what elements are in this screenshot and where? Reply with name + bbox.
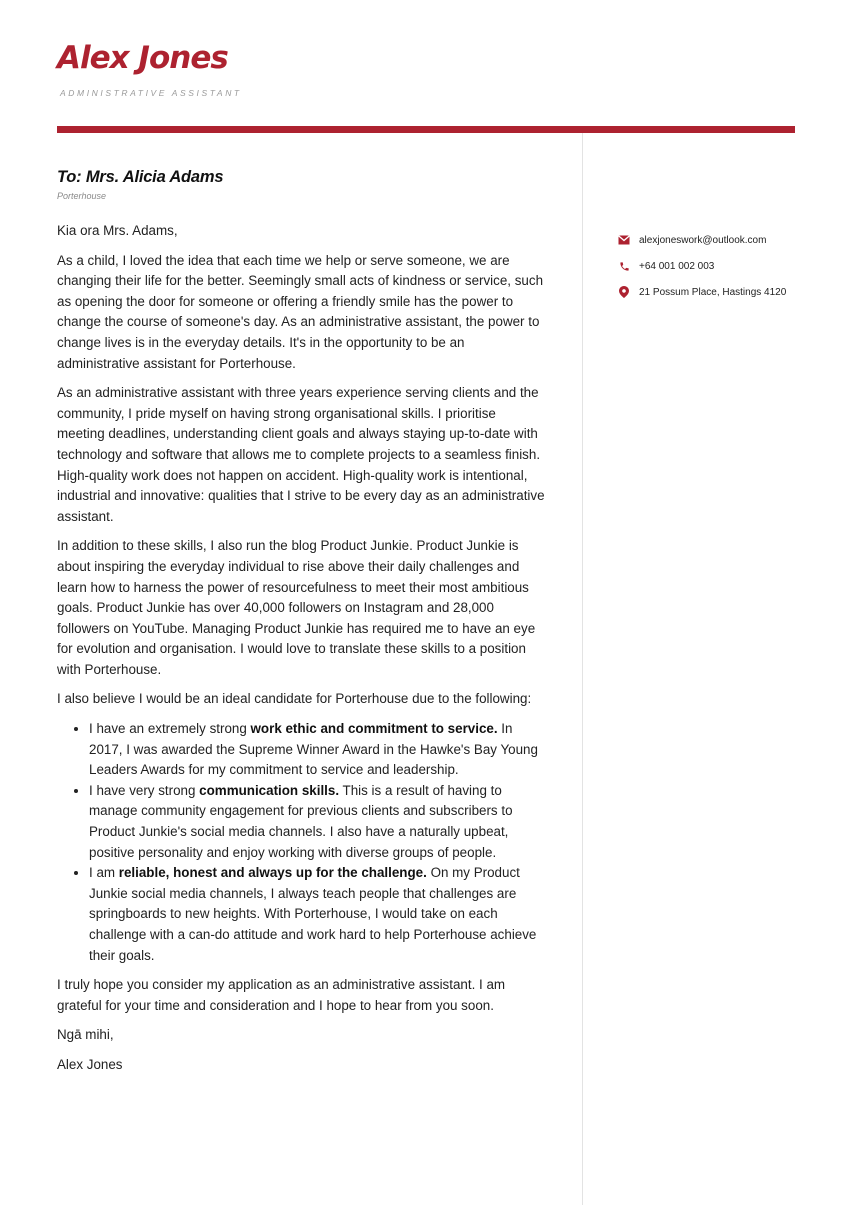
sign-off: Ngā mihi, bbox=[57, 1027, 114, 1043]
email-address[interactable]: alexjoneswork@outlook.com bbox=[639, 234, 767, 246]
contact-details bbox=[618, 227, 818, 305]
paragraph: I also believe I would be an ideal candidate for Porterhouse due to the following: bbox=[57, 691, 532, 707]
signature: Alex Jones bbox=[57, 1056, 123, 1072]
qualifications-list bbox=[57, 719, 547, 966]
recipient-company: Porterhouse bbox=[57, 191, 107, 201]
list-item-text: This is a result of having to manage community engagement for previous clients and subscribers to Product Junkie's social media channels. I also have a naturally upbeat, positive personality and enjoy working with diverse groups of people. bbox=[89, 782, 513, 860]
contact-email bbox=[618, 227, 818, 253]
column-divider bbox=[582, 133, 583, 1205]
phone-icon bbox=[618, 260, 630, 272]
list-item-emphasis: communication skills. bbox=[199, 782, 340, 798]
list-item-text: I have an extremely strong bbox=[89, 721, 251, 737]
closing-paragraph: I truly hope you consider my application as an administrative assistant. I am grateful for your time and consideration and I hope to hear from you soon. bbox=[57, 977, 506, 1013]
postal-address: 21 Possum Place, Hastings 4120 bbox=[639, 286, 787, 298]
list-item-emphasis: work ethic and commitment to service. bbox=[250, 721, 498, 737]
recipient-heading: To: Mrs. Alicia Adams bbox=[57, 168, 224, 186]
paragraph: As an administrative assistant with three years experience serving clients and the community, I pride myself on having strong organisational skills. I prioritise meeting deadlines, understanding client goals and always staying up-to-date with technology and software that allows me to complete projects to a seamless finish. High-quality work does not happen on accident. High-quality work is intentional, industrial and innovative: qualities that I strive to be every day as an administrative assistant. bbox=[57, 385, 545, 524]
greeting-block bbox=[57, 221, 547, 242]
contact-phone bbox=[618, 253, 818, 279]
list-item bbox=[89, 863, 547, 966]
header-accent-bar bbox=[57, 126, 795, 133]
job-title: ADMINISTRATIVE ASSISTANT bbox=[60, 88, 242, 98]
paragraph: In addition to these skills, I also run the blog Product Junkie. Product Junkie is about inspiring the everyday individual to rise above their daily challenges and learn how to harness the power of resourcefulness to meet their most ambitious goals. Product Junkie has over 40,000 followers on Instagram and 28,000 followers on YouTube. Managing Product Junkie has required me to have an eye for evolution and organisation. I would love to translate these skills to a position with Porterhouse. bbox=[57, 538, 536, 677]
contact-address bbox=[618, 279, 818, 305]
phone-number[interactable]: +64 001 002 003 bbox=[639, 260, 715, 272]
envelope-icon bbox=[618, 234, 630, 246]
list-item-emphasis: reliable, honest and always up for the challenge. bbox=[118, 865, 427, 881]
paragraph: As a child, I loved the idea that each time we help or serve someone, we are changing their life for the better. Seemingly small acts of kindness or service, such as opening the door for someone or offering a friendly smile has the power to change the course of someone's day. As an administrative assistant, the power to change lives is in the everyday details. It's in the opportunity to be an administrative assistant for Porterhouse. bbox=[57, 252, 544, 371]
list-item bbox=[89, 719, 547, 781]
letter-content bbox=[57, 251, 547, 1076]
applicant-name: Alex Jones bbox=[57, 40, 228, 76]
greeting: Kia ora Mrs. Adams, bbox=[57, 223, 178, 238]
list-item-text: I have very strong bbox=[89, 782, 200, 798]
list-item-text: In 2017, I was awarded the Supreme Winner Award in the Hawke's Bay Young Leaders Awards for my commitment to service and leadership. bbox=[89, 721, 538, 778]
letter-body bbox=[57, 168, 547, 1085]
list-item bbox=[89, 781, 547, 863]
list-item-text: I am bbox=[89, 865, 119, 881]
map-pin-icon bbox=[618, 286, 630, 298]
list-item-text: On my Product Junkie social media channels, I always teach people that challenges are springboards to new heights. With Porterhouse, I would take on each challenge with a can-do attitude and work hard to help Porterhouse achieve their goals. bbox=[89, 865, 537, 963]
